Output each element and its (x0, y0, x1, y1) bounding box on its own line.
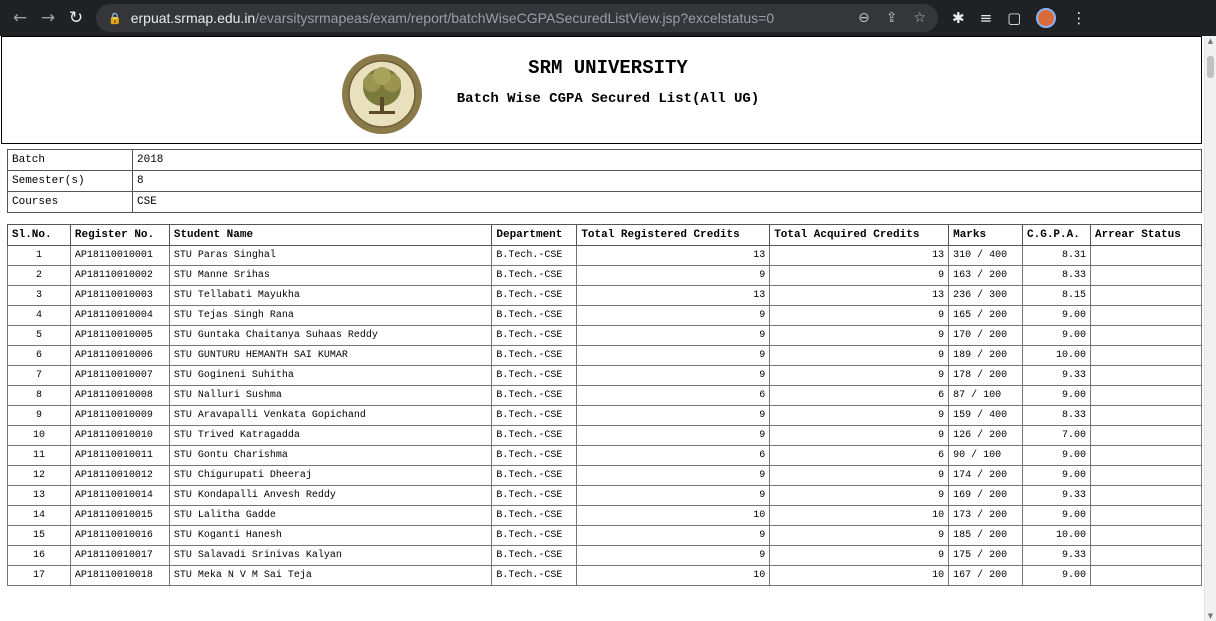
marks-cell: 90 / 100 (949, 446, 1023, 466)
cgpa-cell: 9.33 (1023, 546, 1091, 566)
side-panel-icon[interactable]: ▢ (1007, 9, 1022, 27)
column-header: Total Registered Credits (577, 225, 770, 246)
arrear-status-cell (1091, 306, 1202, 326)
registered-credits-cell: 6 (577, 386, 770, 406)
vertical-scrollbar[interactable] (1204, 36, 1216, 621)
registered-credits-cell: 9 (577, 526, 770, 546)
table-row (8, 306, 1202, 326)
page-viewport (0, 36, 1216, 621)
department-cell: B.Tech.-CSE (492, 266, 577, 286)
department-cell: B.Tech.-CSE (492, 566, 577, 586)
cgpa-cell: 8.33 (1023, 266, 1091, 286)
university-title: SRM UNIVERSITY (528, 57, 688, 79)
table-row (8, 546, 1202, 566)
register-no-cell: AP18110010003 (70, 286, 169, 306)
arrear-status-cell (1091, 426, 1202, 446)
acquired-credits-cell: 9 (770, 466, 949, 486)
table-row (8, 326, 1202, 346)
column-header: Sl.No. (8, 225, 71, 246)
arrear-status-cell (1091, 486, 1202, 506)
acquired-credits-cell: 9 (770, 486, 949, 506)
registered-credits-cell: 9 (577, 326, 770, 346)
table-row (8, 346, 1202, 366)
department-cell: B.Tech.-CSE (492, 486, 577, 506)
department-cell: B.Tech.-CSE (492, 306, 577, 326)
marks-cell: 163 / 200 (949, 266, 1023, 286)
bookmark-star-icon[interactable]: ☆ (913, 10, 926, 26)
cgpa-cell: 9.00 (1023, 466, 1091, 486)
forward-icon[interactable]: → (40, 8, 56, 28)
student-name-cell: STU Manne Srihas (169, 266, 492, 286)
arrear-status-cell (1091, 546, 1202, 566)
university-logo-icon (341, 53, 423, 135)
marks-cell: 185 / 200 (949, 526, 1023, 546)
sl-no-cell: 3 (8, 286, 71, 306)
register-no-cell: AP18110010004 (70, 306, 169, 326)
arrear-status-cell (1091, 466, 1202, 486)
registered-credits-cell: 6 (577, 446, 770, 466)
browser-toolbar (0, 0, 1216, 36)
reading-list-icon[interactable]: ≡ (979, 9, 993, 27)
cgpa-cell: 10.00 (1023, 346, 1091, 366)
register-no-cell: AP18110010011 (70, 446, 169, 466)
info-row (8, 150, 1202, 171)
arrear-status-cell (1091, 346, 1202, 366)
column-header: Register No. (70, 225, 169, 246)
department-cell: B.Tech.-CSE (492, 526, 577, 546)
table-row (8, 426, 1202, 446)
acquired-credits-cell: 9 (770, 406, 949, 426)
scrollbar-thumb[interactable] (1207, 56, 1214, 78)
register-no-cell: AP18110010016 (70, 526, 169, 546)
department-cell: B.Tech.-CSE (492, 346, 577, 366)
register-no-cell: AP18110010008 (70, 386, 169, 406)
sl-no-cell: 16 (8, 546, 71, 566)
register-no-cell: AP18110010014 (70, 486, 169, 506)
department-cell: B.Tech.-CSE (492, 246, 577, 266)
department-cell: B.Tech.-CSE (492, 546, 577, 566)
sl-no-cell: 12 (8, 466, 71, 486)
registered-credits-cell: 13 (577, 246, 770, 266)
registered-credits-cell: 9 (577, 406, 770, 426)
cgpa-cell: 9.00 (1023, 326, 1091, 346)
table-row (8, 446, 1202, 466)
registered-credits-cell: 9 (577, 546, 770, 566)
department-cell: B.Tech.-CSE (492, 406, 577, 426)
table-row (8, 406, 1202, 426)
register-no-cell: AP18110010002 (70, 266, 169, 286)
acquired-credits-cell: 6 (770, 386, 949, 406)
arrear-status-cell (1091, 506, 1202, 526)
info-label: Courses (8, 192, 133, 213)
menu-kebab-icon[interactable]: ⋮ (1071, 9, 1087, 27)
column-header: Marks (949, 225, 1023, 246)
sl-no-cell: 15 (8, 526, 71, 546)
department-cell: B.Tech.-CSE (492, 366, 577, 386)
sl-no-cell: 10 (8, 426, 71, 446)
marks-cell: 236 / 300 (949, 286, 1023, 306)
register-no-cell: AP18110010007 (70, 366, 169, 386)
column-header: Arrear Status (1091, 225, 1202, 246)
report-header (1, 36, 1202, 144)
cgpa-cell: 9.00 (1023, 506, 1091, 526)
lock-icon[interactable]: 🔒 (108, 12, 122, 25)
table-row (8, 286, 1202, 306)
cgpa-cell: 8.31 (1023, 246, 1091, 266)
zoom-icon[interactable]: ⊖ (857, 10, 870, 26)
sl-no-cell: 17 (8, 566, 71, 586)
department-cell: B.Tech.-CSE (492, 286, 577, 306)
student-name-cell: STU Koganti Hanesh (169, 526, 492, 546)
table-row (8, 526, 1202, 546)
sl-no-cell: 5 (8, 326, 71, 346)
department-cell: B.Tech.-CSE (492, 426, 577, 446)
acquired-credits-cell: 9 (770, 526, 949, 546)
acquired-credits-cell: 9 (770, 326, 949, 346)
student-name-cell: STU Chigurupati Dheeraj (169, 466, 492, 486)
table-row (8, 506, 1202, 526)
back-icon[interactable]: ← (12, 8, 28, 28)
arrear-status-cell (1091, 386, 1202, 406)
registered-credits-cell: 13 (577, 286, 770, 306)
registered-credits-cell: 9 (577, 366, 770, 386)
scroll-down-icon[interactable]: ▼ (1207, 612, 1214, 620)
registered-credits-cell: 9 (577, 466, 770, 486)
acquired-credits-cell: 9 (770, 266, 949, 286)
marks-cell: 310 / 400 (949, 246, 1023, 266)
department-cell: B.Tech.-CSE (492, 506, 577, 526)
info-value: 8 (133, 171, 1202, 192)
register-no-cell: AP18110010018 (70, 566, 169, 586)
table-row (8, 266, 1202, 286)
student-name-cell: STU Guntaka Chaitanya Suhaas Reddy (169, 326, 492, 346)
cgpa-cell: 9.00 (1023, 306, 1091, 326)
acquired-credits-cell: 9 (770, 346, 949, 366)
cgpa-cell: 8.15 (1023, 286, 1091, 306)
report-info-table (7, 149, 1202, 213)
table-row (8, 486, 1202, 506)
registered-credits-cell: 10 (577, 566, 770, 586)
register-no-cell: AP18110010006 (70, 346, 169, 366)
marks-cell: 175 / 200 (949, 546, 1023, 566)
arrear-status-cell (1091, 266, 1202, 286)
student-name-cell: STU Gontu Charishma (169, 446, 492, 466)
marks-cell: 174 / 200 (949, 466, 1023, 486)
cgpa-cell: 9.00 (1023, 446, 1091, 466)
table-row (8, 566, 1202, 586)
cgpa-cell: 10.00 (1023, 526, 1091, 546)
marks-cell: 173 / 200 (949, 506, 1023, 526)
registered-credits-cell: 9 (577, 306, 770, 326)
column-header: Student Name (169, 225, 492, 246)
cgpa-list-table (7, 224, 1202, 586)
department-cell: B.Tech.-CSE (492, 446, 577, 466)
sl-no-cell: 2 (8, 266, 71, 286)
register-no-cell: AP18110010001 (70, 246, 169, 266)
marks-cell: 170 / 200 (949, 326, 1023, 346)
arrear-status-cell (1091, 526, 1202, 546)
sl-no-cell: 1 (8, 246, 71, 266)
sl-no-cell: 7 (8, 366, 71, 386)
register-no-cell: AP18110010009 (70, 406, 169, 426)
acquired-credits-cell: 6 (770, 446, 949, 466)
arrear-status-cell (1091, 366, 1202, 386)
arrear-status-cell (1091, 446, 1202, 466)
sl-no-cell: 9 (8, 406, 71, 426)
info-row (8, 171, 1202, 192)
student-name-cell: STU GUNTURU HEMANTH SAI KUMAR (169, 346, 492, 366)
marks-cell: 189 / 200 (949, 346, 1023, 366)
address-bar[interactable] (96, 4, 938, 32)
register-no-cell: AP18110010015 (70, 506, 169, 526)
reload-icon[interactable]: ↻ (68, 8, 84, 28)
student-name-cell: STU Paras Singhal (169, 246, 492, 266)
marks-cell: 126 / 200 (949, 426, 1023, 446)
registered-credits-cell: 9 (577, 266, 770, 286)
marks-cell: 159 / 400 (949, 406, 1023, 426)
arrear-status-cell (1091, 326, 1202, 346)
register-no-cell: AP18110010017 (70, 546, 169, 566)
cgpa-cell: 9.33 (1023, 366, 1091, 386)
sl-no-cell: 8 (8, 386, 71, 406)
table-row (8, 386, 1202, 406)
column-header: C.G.P.A. (1023, 225, 1091, 246)
marks-cell: 165 / 200 (949, 306, 1023, 326)
cgpa-cell: 8.33 (1023, 406, 1091, 426)
student-name-cell: STU Aravapalli Venkata Gopichand (169, 406, 492, 426)
acquired-credits-cell: 10 (770, 566, 949, 586)
student-name-cell: STU Lalitha Gadde (169, 506, 492, 526)
column-header: Total Acquired Credits (770, 225, 949, 246)
acquired-credits-cell: 13 (770, 246, 949, 266)
marks-cell: 167 / 200 (949, 566, 1023, 586)
acquired-credits-cell: 9 (770, 366, 949, 386)
share-icon[interactable]: ⇪ (885, 10, 898, 26)
acquired-credits-cell: 9 (770, 546, 949, 566)
cgpa-cell: 9.33 (1023, 486, 1091, 506)
student-name-cell: STU Kondapalli Anvesh Reddy (169, 486, 492, 506)
student-name-cell: STU Nalluri Sushma (169, 386, 492, 406)
cgpa-cell: 9.00 (1023, 566, 1091, 586)
marks-cell: 178 / 200 (949, 366, 1023, 386)
report-subtitle: Batch Wise CGPA Secured List(All UG) (456, 91, 760, 107)
student-name-cell: STU Meka N V M Sai Teja (169, 566, 492, 586)
registered-credits-cell: 9 (577, 486, 770, 506)
student-name-cell: STU Gogineni Suhitha (169, 366, 492, 386)
sl-no-cell: 14 (8, 506, 71, 526)
info-value: CSE (133, 192, 1202, 213)
info-label: Batch (8, 150, 133, 171)
info-value: 2018 (133, 150, 1202, 171)
sl-no-cell: 13 (8, 486, 71, 506)
sl-no-cell: 11 (8, 446, 71, 466)
url-path: /evarsitysrmapeas/exam/report/batchWiseCGPASecuredListView.jsp?excelstatus=0 (255, 10, 775, 26)
marks-cell: 169 / 200 (949, 486, 1023, 506)
registered-credits-cell: 10 (577, 506, 770, 526)
table-row (8, 466, 1202, 486)
url-host: erpuat.srmap.edu.in (130, 10, 256, 26)
student-name-cell: STU Tejas Singh Rana (169, 306, 492, 326)
student-name-cell: STU Salavadi Srinivas Kalyan (169, 546, 492, 566)
sl-no-cell: 4 (8, 306, 71, 326)
cgpa-cell: 7.00 (1023, 426, 1091, 446)
registered-credits-cell: 9 (577, 346, 770, 366)
table-row (8, 246, 1202, 266)
register-no-cell: AP18110010010 (70, 426, 169, 446)
acquired-credits-cell: 9 (770, 426, 949, 446)
extensions-icon[interactable]: ✱ (952, 9, 965, 27)
register-no-cell: AP18110010012 (70, 466, 169, 486)
department-cell: B.Tech.-CSE (492, 386, 577, 406)
student-name-cell: STU Trived Katragadda (169, 426, 492, 446)
department-cell: B.Tech.-CSE (492, 326, 577, 346)
acquired-credits-cell: 9 (770, 306, 949, 326)
arrear-status-cell (1091, 286, 1202, 306)
student-name-cell: STU Tellabati Mayukha (169, 286, 492, 306)
register-no-cell: AP18110010005 (70, 326, 169, 346)
info-label: Semester(s) (8, 171, 133, 192)
cgpa-cell: 9.00 (1023, 386, 1091, 406)
scroll-up-icon[interactable]: ▲ (1207, 37, 1214, 45)
table-header-row (8, 225, 1202, 246)
arrear-status-cell (1091, 246, 1202, 266)
info-row (8, 192, 1202, 213)
acquired-credits-cell: 10 (770, 506, 949, 526)
arrear-status-cell (1091, 566, 1202, 586)
department-cell: B.Tech.-CSE (492, 466, 577, 486)
marks-cell: 87 / 100 (949, 386, 1023, 406)
table-row (8, 366, 1202, 386)
arrear-status-cell (1091, 406, 1202, 426)
column-header: Department (492, 225, 577, 246)
sl-no-cell: 6 (8, 346, 71, 366)
profile-avatar[interactable] (1036, 8, 1056, 28)
acquired-credits-cell: 13 (770, 286, 949, 306)
registered-credits-cell: 9 (577, 426, 770, 446)
